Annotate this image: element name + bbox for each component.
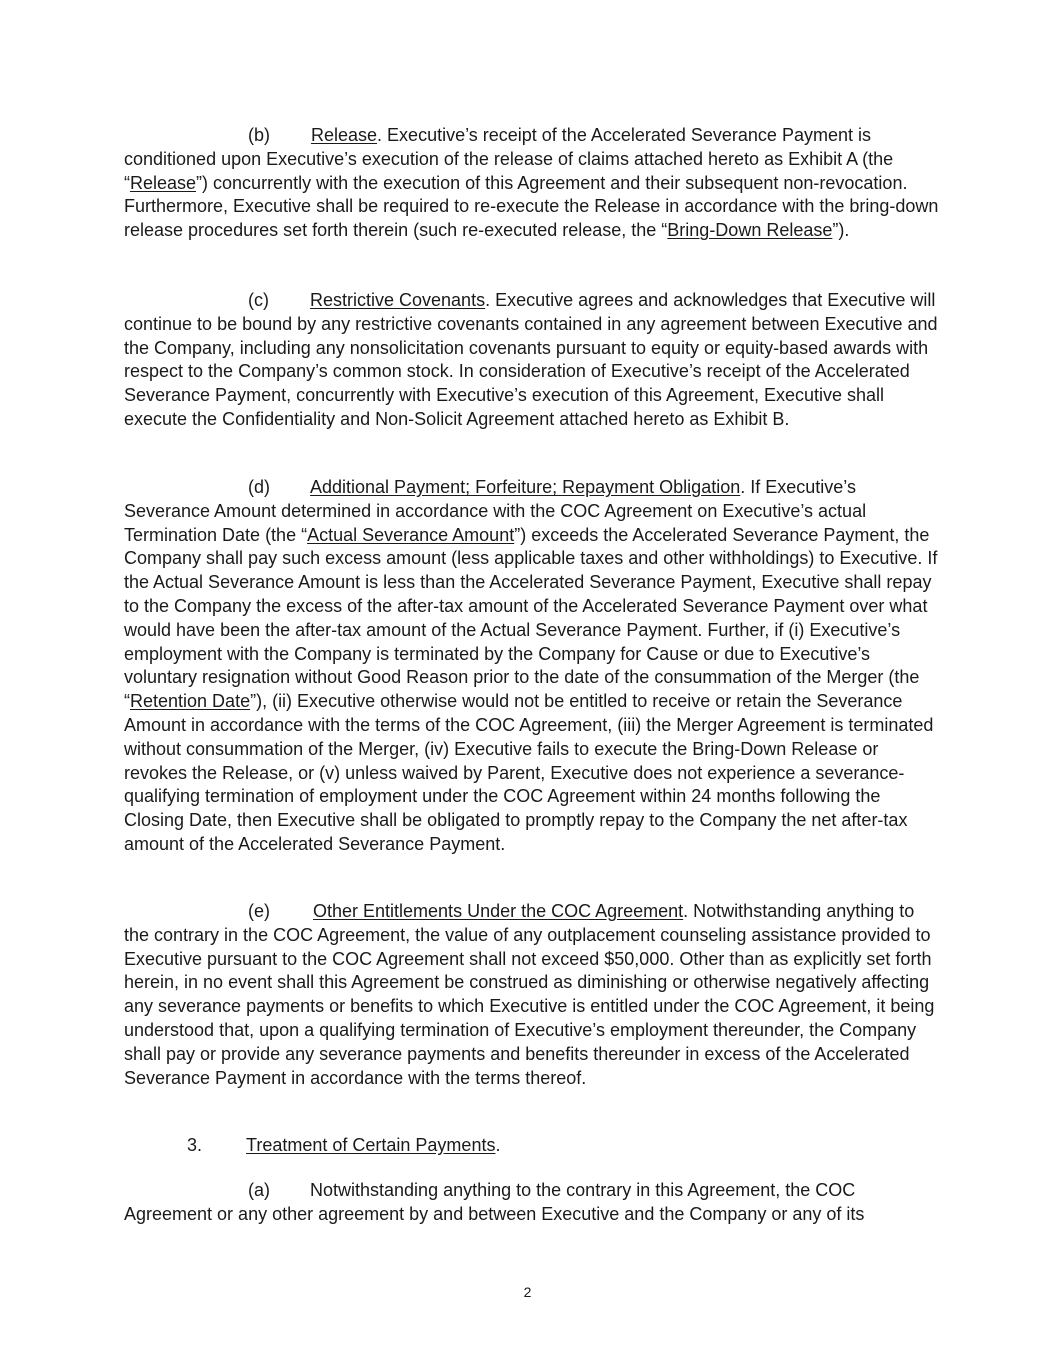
defined-term-bring-down-release: Bring-Down Release [667, 220, 833, 241]
paragraph-3a-marker: (a) [248, 1180, 270, 1200]
paragraph-b-release [124, 124, 939, 243]
section-3-period: . [495, 1135, 501, 1155]
paragraph-b-text-1: . Executive’s receipt of the Accelerated Severance Payment is conditioned upon Executive’s execution of the release of claims attached hereto as Exhibit A (the “ [124, 125, 894, 193]
paragraph-e-text: . Notwithstanding anything to the contrary in the COC Agreement, the value of any outplacement counseling assistance provided to Executive pursuant to the COC Agreement shall not exceed $50,000. Other than as explicitly set forth herein, in no event shall this Agreement be construed as diminishing or otherwise negatively affecting any severance payments or benefits to which Executive is entitled under the COC Agreement, it being understood that, upon a qualifying termination of Executive’s employment thereunder, the Company shall pay or provide any severance payments and benefits thereunder in excess of the Accelerated Severance Payment in accordance with the terms thereof. [124, 901, 935, 1088]
defined-term-actual-severance-amount: Actual Severance Amount [307, 524, 515, 545]
defined-term-retention-date: Retention Date [130, 691, 251, 712]
paragraph-e-other-entitlements [124, 900, 939, 1090]
paragraph-c-text: . Executive agrees and acknowledges that Executive will continue to be bound by any restrictive covenants contained in any agreement between Executive and the Company, including any nonsolicitation covenants pursuant to equity or equity-based awards with respect to the Company’s common stock. In consideration of Executive’s receipt of the Accelerated Severance Payment, concurrently with Executive’s execution of this Agreement, Executive shall execute the Confidentiality and Non-Solicit Agreement attached hereto as Exhibit B. [124, 290, 938, 429]
paragraph-c-heading: Restrictive Covenants [310, 290, 486, 310]
paragraph-b-marker: (b) [248, 125, 270, 145]
paragraph-e-marker: (e) [248, 901, 270, 921]
paragraph-d-marker: (d) [248, 477, 270, 497]
paragraph-3a [124, 1179, 939, 1227]
paragraph-c-restrictive-covenants [124, 289, 939, 432]
page-number: 2 [523, 1284, 532, 1300]
paragraph-d-text-1: . If Executive’s Severance Amount determined in accordance with the COC Agreement on Executive’s actual Termination Date (the “ [124, 477, 867, 545]
paragraph-b-text-3: ”). [832, 220, 850, 241]
defined-term-release: Release [130, 172, 197, 193]
paragraph-d-additional-payment [124, 476, 939, 857]
section-3-number: 3. [187, 1135, 203, 1155]
paragraph-d-text-3: ”), (ii) Executive otherwise would not be entitled to receive or retain the Severance Amount in accordance with the terms of the COC Agreement, (iii) the Merger Agreement is terminated without consummation of the Merger, (iv) Executive fails to execute the Bring-Down Release or revokes the Release, or (v) unless waived by Parent, Executive does not experience a severance-qualifying termination of employment under the COC Agreement within 24 months following the Closing Date, then Executive shall be obligated to promptly repay to the Company the net after-tax amount of the Accelerated Severance Payment. [124, 691, 934, 854]
paragraph-3a-text: Notwithstanding anything to the contrary in this Agreement, the COC Agreement or any other agreement by and between Executive and the Company or any of its [124, 1180, 865, 1224]
section-3-heading: Treatment of Certain Payments [246, 1135, 496, 1155]
paragraph-c-marker: (c) [248, 290, 269, 310]
paragraph-b-text-2: ”) concurrently with the execution of this Agreement and their subsequent non-revocation. Furthermore, Executive shall be required to re-execute the Release in accordance with the bring-down release procedures set forth therein (such re-executed release, the “ [124, 172, 939, 241]
paragraph-b-heading: Release [311, 125, 378, 145]
section-3-heading-line [187, 1134, 500, 1158]
paragraph-d-heading: Additional Payment; Forfeiture; Repayment Obligation [310, 477, 741, 497]
paragraph-d-text-2: ”) exceeds the Accelerated Severance Payment, the Company shall pay such excess amount (less applicable taxes and other withholdings) to Executive. If the Actual Severance Amount is less than the Accelerated Severance Payment, Executive shall repay to the Company the excess of the after-tax amount of the Accelerated Severance Payment over what would have been the after-tax amount of the Actual Severance Payment. Further, if (i) Executive’s employment with the Company is terminated by the Company for Cause or due to Executive’s voluntary resignation without Good Reason prior to the date of the consummation of the Merger (the “ [124, 524, 938, 712]
paragraph-e-heading: Other Entitlements Under the COC Agreement [313, 901, 684, 921]
